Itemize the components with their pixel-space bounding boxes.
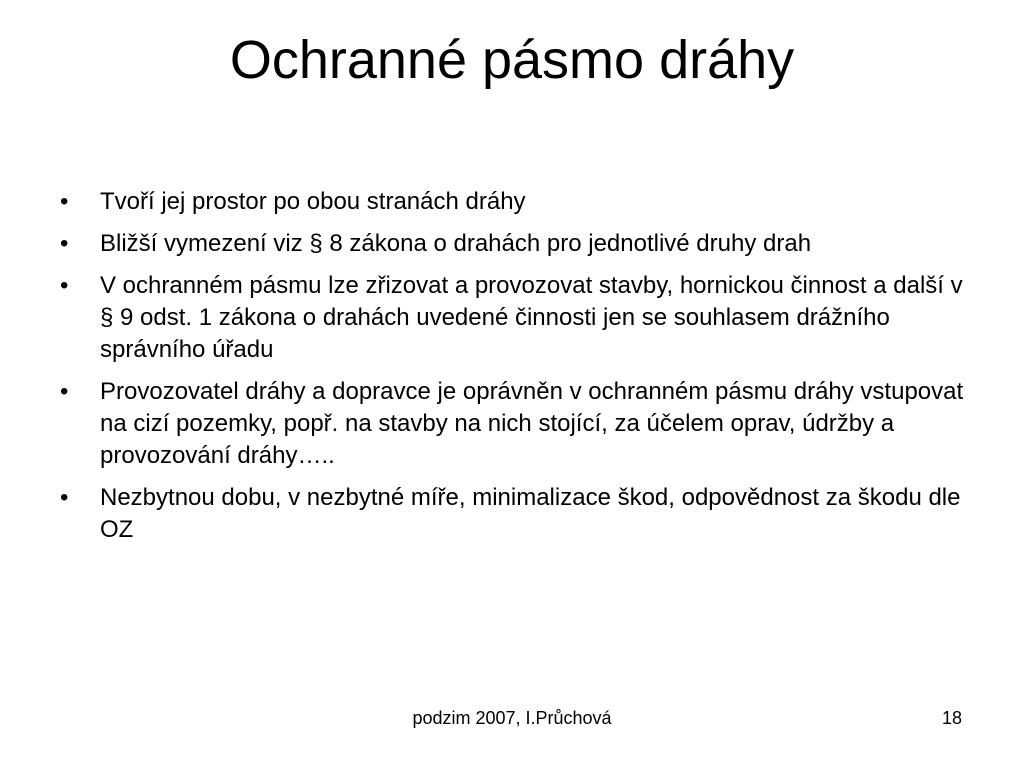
bullet-item <box>56 186 966 218</box>
footer-text: podzim 2007, I.Průchová <box>412 708 612 728</box>
bullet-item <box>56 270 966 366</box>
bullet-text: Bližší vymezení viz § 8 zákona o drahách pro jednotlivé druhy drah <box>100 230 812 257</box>
bullet-item <box>56 482 966 546</box>
bullet-text: Provozovatel dráhy a dopravce je oprávněn v ochranném pásmu dráhy vstupovat na cizí pozemky, popř. na stavby na nich stojící, za účelem oprav, údržby a provozování dráhy….. <box>100 378 964 469</box>
bullet-dot-icon: • <box>60 272 69 299</box>
bullet-item <box>56 376 966 472</box>
bullet-item <box>56 228 966 260</box>
bullet-list <box>56 186 966 556</box>
bullet-dot-icon: • <box>60 378 69 405</box>
bullet-dot-icon: • <box>60 230 69 257</box>
bullet-text: Tvoří jej prostor po obou stranách dráhy <box>100 188 526 215</box>
bullet-text: V ochranném pásmu lze zřizovat a provozovat stavby, hornickou činnost a další v § 9 odst. 1 zákona o drahách uvedené činnosti jen se souhlasem drážního správního úřadu <box>100 272 963 363</box>
bullet-dot-icon: • <box>60 484 69 511</box>
slide-title: Ochranné pásmo dráhy <box>229 30 795 90</box>
bullet-text: Nezbytnou dobu, v nezbytné míře, minimalizace škod, odpovědnost za škodu dle OZ <box>100 484 961 543</box>
bullet-dot-icon: • <box>60 188 69 215</box>
page-number: 18 <box>941 708 962 728</box>
